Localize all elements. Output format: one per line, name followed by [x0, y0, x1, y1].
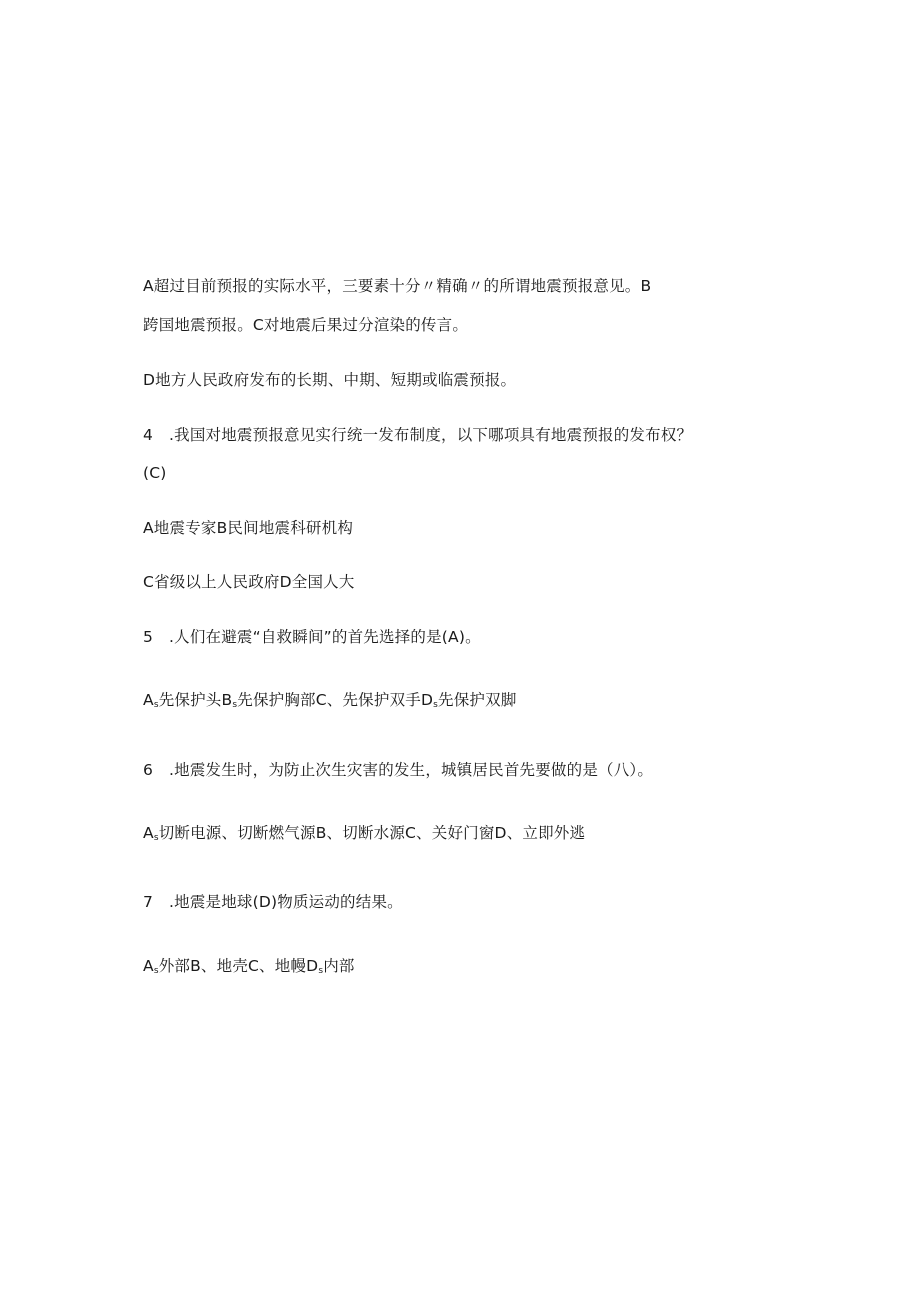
- option-mark: s: [153, 833, 159, 843]
- option-mark: s: [232, 700, 238, 710]
- option-mark: s: [153, 966, 159, 976]
- question-5-options: [143, 690, 517, 715]
- option-mark: s: [433, 700, 439, 710]
- question-4-options-ab: A地震专家B民间地震科研机构: [143, 519, 354, 537]
- option-letter: D: [420, 691, 434, 709]
- question-text: .地震发生时，为防止次生灾害的发生，城镇居民首先要做的是（八）。: [169, 761, 654, 779]
- question-7: [143, 892, 403, 912]
- option-text: 切断电源、切断燃气源B、切断水源C、关好门窗D、立即外逃: [158, 824, 586, 842]
- question-number: 5: [143, 628, 154, 646]
- question-number: 7: [143, 893, 154, 911]
- question-4: [143, 425, 692, 445]
- option-text: 内部: [323, 957, 355, 975]
- option-letter: A: [143, 691, 154, 709]
- option-letter: A: [143, 957, 154, 975]
- q3-option-d-line: D地方人民政府发布的长期、中期、短期或临震预报。: [143, 371, 517, 389]
- option-mark: s: [318, 966, 324, 976]
- option-letter: D: [306, 957, 319, 975]
- question-7-options: [143, 956, 355, 981]
- option-letter: B: [221, 691, 233, 709]
- question-5: [143, 627, 481, 647]
- q3-option-b-c-line: 跨国地震预报。C对地震后果过分渲染的传言。: [143, 316, 469, 334]
- question-number: 6: [143, 761, 154, 779]
- option-text: 外部B、地壳C、地幔: [158, 957, 307, 975]
- option-text: 先保护头: [158, 691, 222, 709]
- question-text: .人们在避震“自救瞬间”的首先选择的是(A)。: [169, 628, 481, 646]
- question-6-options: [143, 823, 585, 848]
- question-4-options-cd: C省级以上人民政府D全国人大: [143, 573, 355, 591]
- q3-option-a-line: A超过目前预报的实际水平，三要素十分〃精确〃的所谓地震预报意见。B: [143, 277, 652, 295]
- question-text: .我国对地震预报意见实行统一发布制度，以下哪项具有地震预报的发布权？: [169, 426, 693, 444]
- option-mark: s: [153, 700, 159, 710]
- question-number: 4: [143, 426, 154, 444]
- option-letter: A: [143, 824, 154, 842]
- option-text: 先保护双脚: [438, 691, 517, 709]
- question-6: [143, 760, 653, 780]
- option-text: 先保护胸部C、先保护双手: [237, 691, 421, 709]
- question-text: .地震是地球(D)物质运动的结果。: [169, 893, 403, 911]
- question-4-answer: (C): [143, 464, 167, 482]
